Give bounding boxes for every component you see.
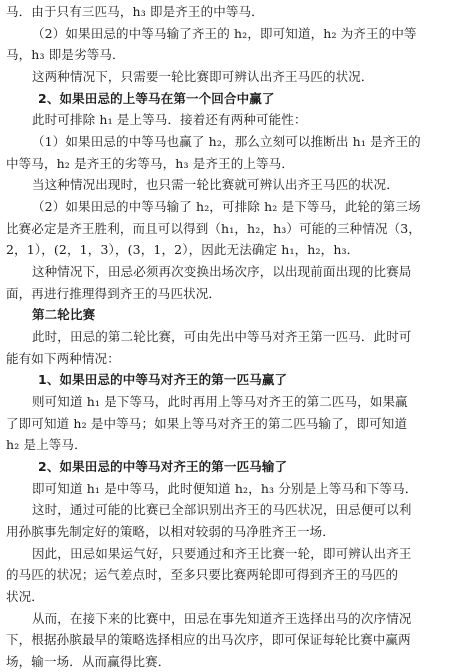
text-line: 这时，通过可能的比赛已全部识别出齐王的马匹状况，田忌便可以利 xyxy=(32,502,412,518)
section-heading: 1、如果田忌的中等马对齐王的第一匹马赢了 xyxy=(38,372,288,388)
text-line: 这种情况下，田忌必须再次变换出场次序，以出现前面出现的比赛局 xyxy=(32,264,412,279)
text-line: 比赛必定是齐王胜利，而且可以得到（h₁，h₂，h₃）可能的三种情况（3， xyxy=(6,220,422,236)
section-heading: 2、如果田忌的中等马对齐王的第一匹马输了 xyxy=(38,459,288,474)
section-heading: 2、如果田忌的上等马在第一个回合中赢了 xyxy=(38,90,275,106)
text-line: 此时，田忌的第二轮比赛，可由先出中等马对齐王第一匹马．此时可 xyxy=(32,329,412,344)
text-line: 即可知道 h₁ 是中等马，此时便知道 h₂，h₃ 分别是上等马和下等马． xyxy=(32,480,418,496)
text-line: 下，根据孙膑最早的策略选择相应的出马次序，即可保证每轮比赛中赢两 xyxy=(6,632,411,648)
text-line: 能有如下两种情况： xyxy=(6,350,120,366)
text-line: 则可知道 h₁ 是下等马，此时再用上等马对齐王的第二匹马，如果赢 xyxy=(32,394,408,409)
text-line: 2，1），(2，1，3），(3，1，2），因此无法确定 h₁，h₂，h₃． xyxy=(6,242,360,258)
text-line: （1）如果田忌的中等马也赢了 h₂，那么立刻可以推断出 h₁ 是齐王的 xyxy=(32,134,421,149)
text-line: h₂ 是上等马． xyxy=(6,437,87,453)
text-line: 的马匹的状况；运气差点时，至多只要比赛两轮即可得到齐王的马匹的 xyxy=(6,567,399,583)
text-line: 状况． xyxy=(6,589,44,604)
text-line: （2）如果田忌的中等马输了 h₂，可排除 h₂ 是下等马，此轮的第三场 xyxy=(32,199,421,214)
text-line: 当这种情况出现时，也只需一轮比赛就可辨认出齐王马匹的状况． xyxy=(32,177,399,193)
text-line: 场，输一场．从而赢得比赛． xyxy=(6,654,171,669)
text-line: 中等马，h₂ 是齐王的劣等马，h₃ 是齐王的上等马． xyxy=(6,155,294,171)
text-line: 这两种情况下，只需要一轮比赛即可辨认出齐王马匹的状况． xyxy=(32,69,374,84)
text-line: （2）如果田忌的中等马输了齐王的 h₂，即可知道，h₂ 为齐王的中等 xyxy=(32,25,417,41)
text-line: 马．由于只有三匹马，h₃ 即是齐王的中等马． xyxy=(6,4,264,19)
text-line: 面，再进行推理得到齐王的马匹状况． xyxy=(6,285,222,301)
section-heading: 第二轮比赛 xyxy=(32,307,96,323)
text-line: 此时可排除 h₁ 是上等马．接着还有两种可能性： xyxy=(32,112,307,128)
text-line: 因此，田忌如果运气好，只要通过和齐王比赛一轮，即可辨认出齐王 xyxy=(32,545,412,561)
text-line: 马，h₃ 即是劣等马． xyxy=(6,47,125,63)
text-line: 了即可知道 h₂ 是中等马；如果上等马对齐王的第二匹马输了，即可知道 xyxy=(6,415,408,431)
text-line: 用孙膑事先制定好的策略，以相对较弱的马净胜齐王一场． xyxy=(6,524,335,539)
text-line: 从而，在接下来的比赛中，田忌在事先知道齐王选择出马的次序情况 xyxy=(32,610,412,626)
